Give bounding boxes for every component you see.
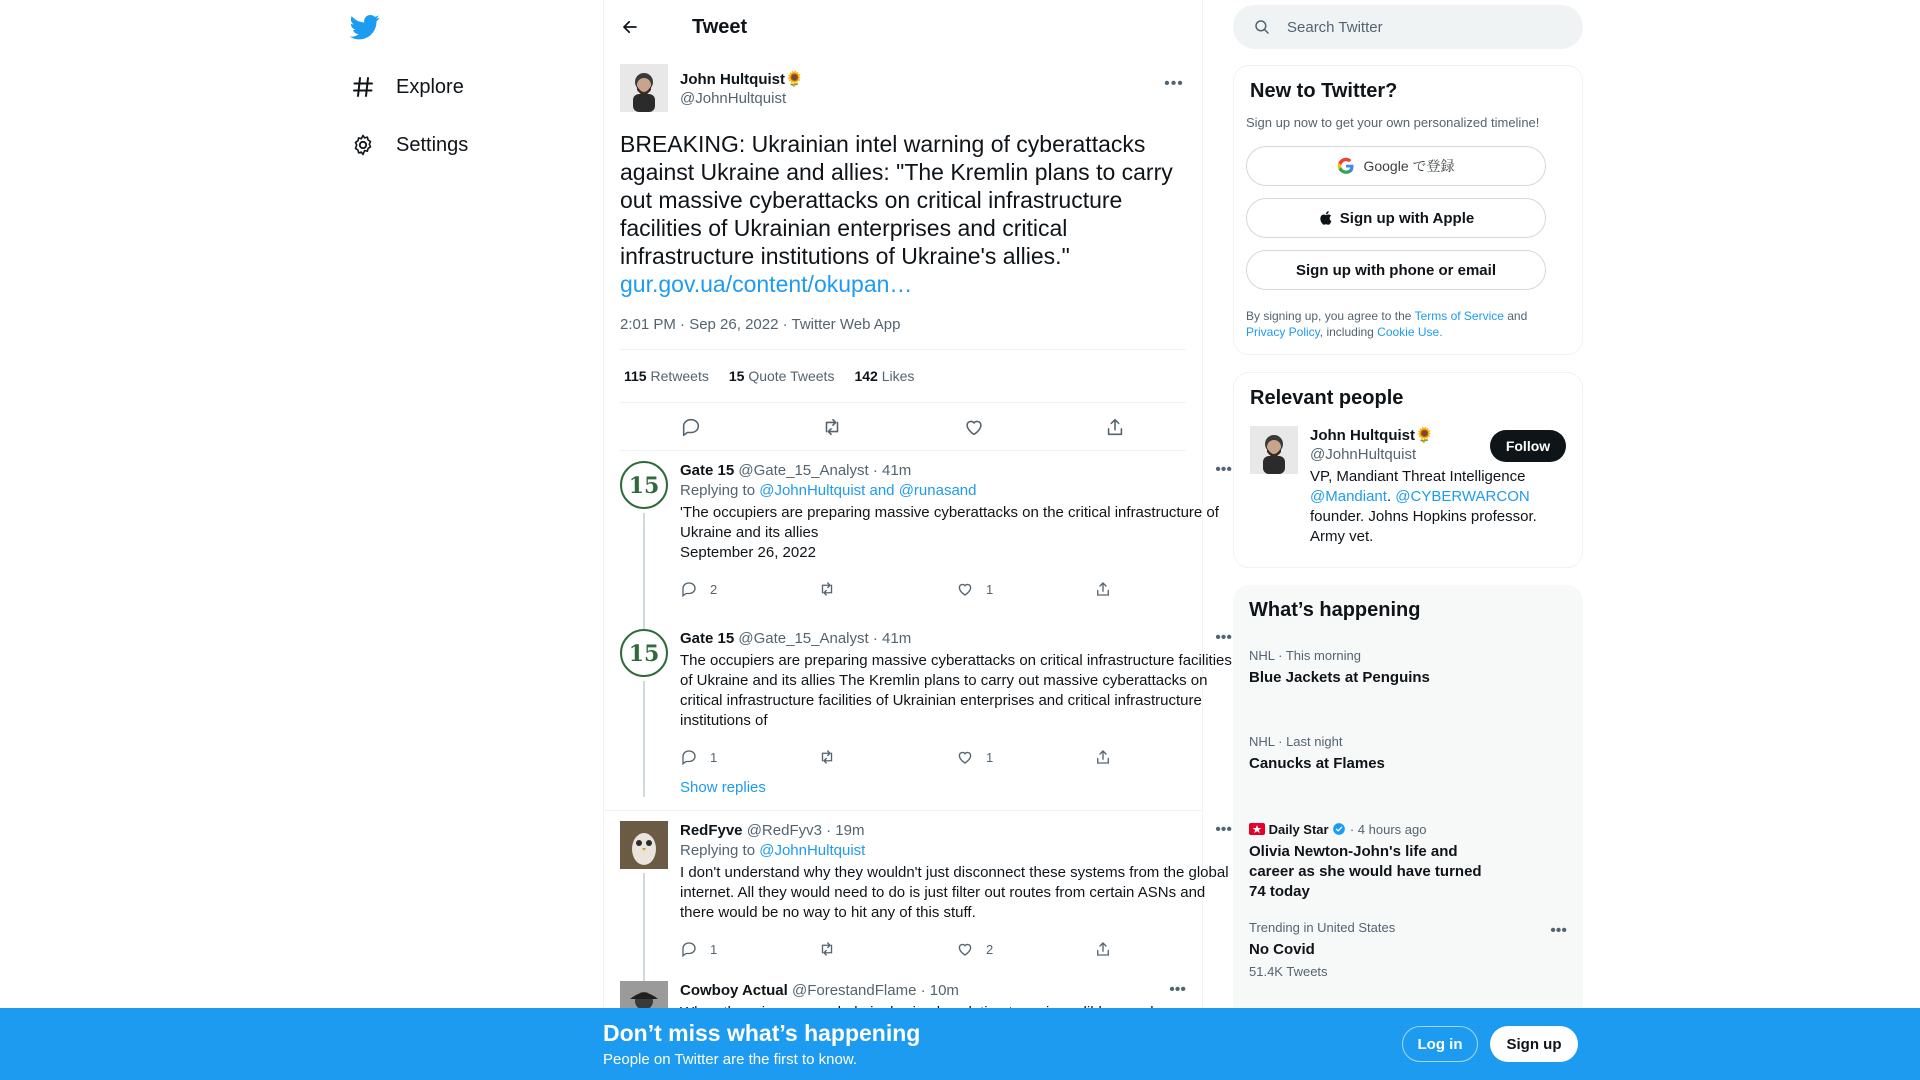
more-options-icon[interactable]: ••• xyxy=(1215,461,1232,478)
reply-author-name[interactable]: RedFyve xyxy=(680,822,743,839)
nav-explore-label: Explore xyxy=(396,75,464,98)
cookie-use-link[interactable]: Cookie Use. xyxy=(1377,325,1443,339)
tweet-text: BREAKING: Ukrainian intel warning of cyberattacks against Ukraine and allies: "The Kremlin plans to carry out massive cyberattacks on critical infrastructure facilities of Ukrainian enterprises and critical infrastructure institutions of Ukraine's allies." xyxy=(620,131,1180,269)
share-icon xyxy=(1094,580,1112,598)
trend-title: Olivia Newton-John's life and career as she would have turned 74 today xyxy=(1249,843,1482,900)
apple-icon xyxy=(1318,209,1334,227)
back-arrow-icon[interactable] xyxy=(620,17,640,37)
avatar[interactable] xyxy=(620,461,668,509)
trend-item[interactable] xyxy=(1249,822,1567,902)
trend-meta: Trending in United States xyxy=(1249,920,1396,935)
reply-text: The occupiers are preparing massive cyberattacks on critical infrastructure facilities of Ukraine and its allies The Kremlin plans to carry out massive cyberattacks on critical infrastructure facilities of Ukrainian enterprises and critical infrastructure institutions of xyxy=(680,652,1232,729)
like-icon xyxy=(956,748,974,766)
main-tweet xyxy=(604,54,1202,451)
reply-author-name[interactable]: Gate 15 xyxy=(680,462,735,479)
like-button[interactable]: 1 xyxy=(956,580,1094,598)
more-options-icon[interactable]: ••• xyxy=(1169,981,1186,998)
signup-terms: By signing up, you agree to the Terms of Service and Privacy Policy, including Cookie Use. xyxy=(1246,309,1528,339)
google-icon xyxy=(1337,157,1355,175)
terms-of-service-link[interactable]: Terms of Service xyxy=(1414,309,1504,323)
like-icon[interactable] xyxy=(962,415,986,439)
hashtag-icon xyxy=(350,74,376,100)
trend-item[interactable] xyxy=(1249,734,1567,774)
new-to-twitter-card xyxy=(1233,65,1583,355)
page-title: Tweet xyxy=(692,15,748,38)
tweet-detail-column xyxy=(603,0,1233,1080)
nav-settings-label: Settings xyxy=(396,133,469,156)
person-name[interactable]: John Hultquist🌻 xyxy=(1310,427,1434,444)
login-button[interactable]: Log in xyxy=(1402,1026,1478,1062)
share-button[interactable] xyxy=(1094,748,1232,766)
likes-stat[interactable]: 142 Likes xyxy=(854,368,915,384)
reply-icon[interactable] xyxy=(679,415,703,439)
person-item[interactable] xyxy=(1250,426,1566,547)
trend-tweet-count: 51.4K Tweets xyxy=(1249,964,1328,979)
nav-explore[interactable] xyxy=(350,62,464,112)
show-replies-label: Show replies xyxy=(680,779,766,796)
reply-icon xyxy=(680,580,698,598)
reply-icon xyxy=(680,748,698,766)
retweets-stat[interactable]: 115 Retweets xyxy=(624,368,709,384)
share-button[interactable] xyxy=(1094,940,1232,958)
tweet-actions xyxy=(620,403,1186,451)
share-button[interactable] xyxy=(1094,580,1232,598)
reply-icon xyxy=(680,940,698,958)
avatar[interactable] xyxy=(1250,426,1298,474)
like-button[interactable]: 1 xyxy=(956,748,1094,766)
share-icon xyxy=(1094,748,1112,766)
avatar[interactable] xyxy=(620,629,668,677)
main-tweet-author xyxy=(620,54,1186,122)
new-to-twitter-title: New to Twitter? xyxy=(1250,80,1398,102)
follow-button[interactable]: Follow xyxy=(1490,430,1566,462)
signup-button[interactable]: Sign up xyxy=(1490,1026,1578,1062)
tweet-link[interactable]: gur.gov.ua/content/okupan… xyxy=(620,271,913,297)
thread-dots xyxy=(643,777,645,795)
more-options-icon[interactable]: ••• xyxy=(1215,629,1232,646)
like-button[interactable]: 2 xyxy=(956,940,1094,958)
trend-title: Blue Jackets at Penguins xyxy=(1249,669,1430,686)
show-replies-link[interactable] xyxy=(604,775,1202,811)
trend-meta: Daily Star · 4 hours ago xyxy=(1249,822,1567,837)
cyberwarcon-link[interactable]: @CYBERWARCON xyxy=(1395,488,1530,505)
google-signup-button[interactable] xyxy=(1246,146,1546,186)
trend-title: Canucks at Flames xyxy=(1249,755,1385,772)
replying-to-link[interactable]: @JohnHultquist xyxy=(759,842,866,859)
tweet-timestamp[interactable]: 2:01 PM · Sep 26, 2022 · Twitter Web App xyxy=(620,316,1186,350)
reply-tweet[interactable] xyxy=(604,451,1232,607)
apple-signup-label: Sign up with Apple xyxy=(1339,209,1475,227)
retweet-button[interactable] xyxy=(818,580,956,598)
replying-label: Replying to xyxy=(680,482,760,499)
reply-button[interactable]: 2 xyxy=(680,580,818,598)
more-options-icon[interactable]: ••• xyxy=(1215,821,1232,838)
svg-text:15: 15 xyxy=(628,641,660,667)
verified-badge-icon xyxy=(1332,822,1346,836)
author-handle[interactable]: @JohnHultquist xyxy=(680,89,787,107)
relevant-people-card xyxy=(1233,372,1583,568)
replying-label: Replying to xyxy=(680,842,760,859)
trend-source: Daily Star xyxy=(1268,822,1329,837)
reply-text: I don't understand why they wouldn't just disconnect these systems from the global internet. All they would need to do is just filter out routes from certain ASNs and there would be no way to hit any of this stuff. xyxy=(680,864,1233,921)
whats-happening-card xyxy=(1233,585,1583,1025)
trend-title: No Covid xyxy=(1249,941,1315,958)
search-bar[interactable] xyxy=(1233,5,1583,49)
retweet-icon xyxy=(818,748,836,766)
person-handle[interactable]: @JohnHultquist xyxy=(1310,446,1417,463)
more-options-icon[interactable]: ••• xyxy=(1164,75,1184,92)
reply-button[interactable]: 1 xyxy=(680,940,818,958)
like-icon xyxy=(956,580,974,598)
google-signup-label: Google で登録 xyxy=(1363,158,1455,174)
nav-settings[interactable] xyxy=(350,120,468,170)
trend-item[interactable] xyxy=(1249,920,1567,979)
relevant-people-title: Relevant people xyxy=(1250,387,1404,409)
more-options-icon[interactable]: ••• xyxy=(1550,922,1567,939)
reply-author-name[interactable]: Cowboy Actual xyxy=(680,982,788,999)
retweet-icon xyxy=(818,580,836,598)
retweet-icon[interactable] xyxy=(820,415,844,439)
apple-signup-button[interactable] xyxy=(1246,198,1546,238)
avatar[interactable] xyxy=(620,64,668,112)
retweet-button[interactable] xyxy=(818,940,956,958)
reply-meta: @Gate_15_Analyst · 41m xyxy=(738,462,912,479)
replying-to-link[interactable]: @JohnHultquist and @runasand xyxy=(759,482,977,499)
reply-tweet[interactable] xyxy=(604,811,1233,967)
share-icon xyxy=(1094,940,1112,958)
reply-meta: @RedFyv3 · 19m xyxy=(746,822,865,839)
reply-text: 'The occupiers are preparing massive cyberattacks on the critical infrastructure of Ukraine and its allies September 26, 2022 xyxy=(680,504,1219,561)
twitter-logo-icon[interactable] xyxy=(350,12,380,42)
tweet-stats xyxy=(620,350,1186,403)
trend-item[interactable] xyxy=(1249,648,1567,688)
new-to-twitter-subtitle: Sign up now to get your own personalized timeline! xyxy=(1246,115,1540,130)
phone-email-signup-label: Sign up with phone or email xyxy=(1295,261,1496,279)
banner-title: Don’t miss what’s happening xyxy=(603,1020,921,1046)
trend-meta: NHL · This morning xyxy=(1249,648,1361,663)
share-icon[interactable] xyxy=(1103,415,1127,439)
daily-star-logo-icon xyxy=(1249,823,1265,835)
svg-text:15: 15 xyxy=(628,473,660,499)
privacy-policy-link[interactable]: Privacy Policy xyxy=(1246,325,1320,339)
like-icon xyxy=(956,940,974,958)
tweet-header xyxy=(604,0,1202,54)
trend-meta: NHL · Last night xyxy=(1249,734,1343,749)
retweet-button[interactable] xyxy=(818,748,956,766)
banner-subtitle: People on Twitter are the first to know. xyxy=(603,1051,858,1068)
phone-email-signup-button[interactable] xyxy=(1246,250,1546,290)
reply-meta: @ForestandFlame · 10m xyxy=(791,982,959,999)
gear-icon xyxy=(350,132,376,158)
signup-banner xyxy=(0,1008,1920,1080)
whats-happening-title: What’s happening xyxy=(1249,599,1421,621)
reply-actions xyxy=(680,571,1232,607)
avatar[interactable] xyxy=(620,821,668,869)
reply-tweet[interactable] xyxy=(604,607,1232,775)
person-bio: VP, Mandiant Threat Intelligence @Mandiant. @CYBERWARCON founder. Johns Hopkins professor. Army vet. xyxy=(1310,468,1537,545)
quote-tweets-stat[interactable]: 15 Quote Tweets xyxy=(728,368,835,384)
mandiant-link[interactable]: @Mandiant xyxy=(1310,488,1387,505)
reply-actions xyxy=(680,739,1232,775)
search-input[interactable] xyxy=(1287,19,1547,36)
retweet-icon xyxy=(818,940,836,958)
reply-button[interactable]: 1 xyxy=(680,748,818,766)
reply-actions xyxy=(680,931,1232,967)
reply-author-name[interactable]: Gate 15 xyxy=(680,630,735,647)
search-icon xyxy=(1253,18,1271,36)
reply-meta: @Gate_15_Analyst · 41m xyxy=(738,630,912,647)
author-name[interactable]: John Hultquist🌻 xyxy=(680,70,804,88)
